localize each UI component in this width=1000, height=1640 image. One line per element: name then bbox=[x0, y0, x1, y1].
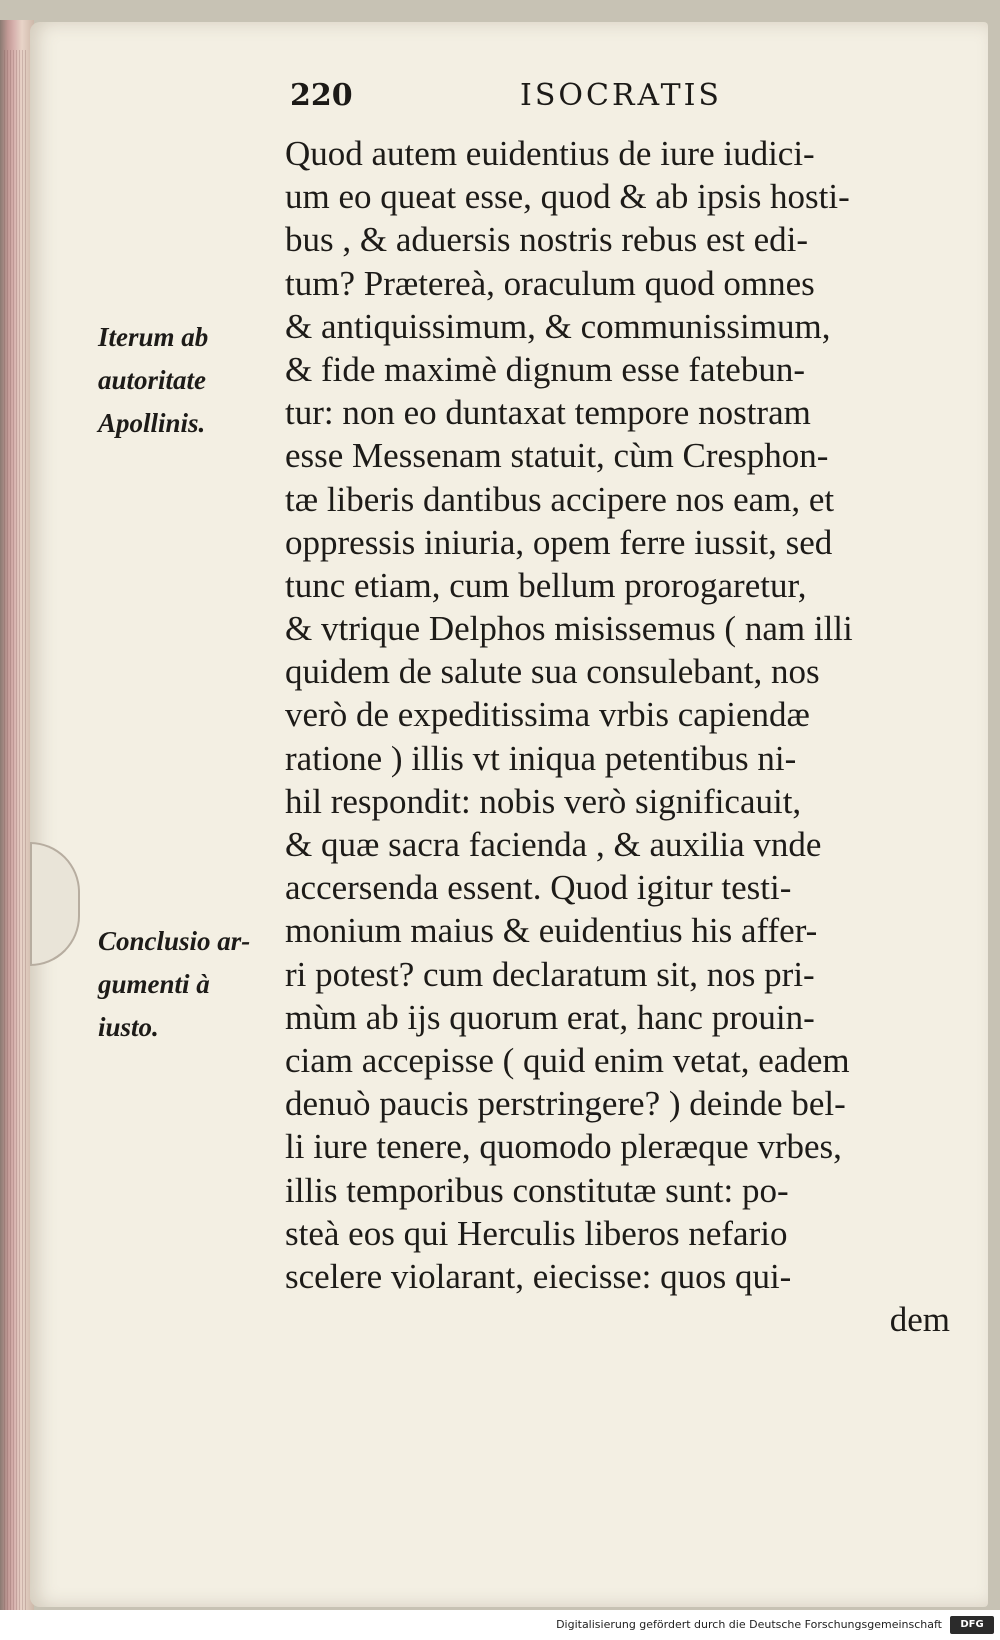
text-line: esse Messenam statuit, cùm Cresphon- bbox=[285, 436, 829, 476]
text-line: verò de expeditissima vrbis capiendæ bbox=[285, 695, 810, 735]
text-line: & antiquissimum, & communissimum, bbox=[285, 306, 831, 346]
text-line: Quod autem euidentius de iure iudici- bbox=[285, 134, 815, 173]
text-line: tum? Prætereà, oraculum quod omnes bbox=[285, 263, 815, 303]
main-text-block bbox=[285, 132, 950, 1341]
running-head: ISOCRATIS bbox=[520, 78, 722, 113]
thumb-index-tab bbox=[30, 842, 80, 966]
text-line: denuò paucis perstringere? ) deinde bel- bbox=[285, 1084, 846, 1124]
text-line: & fide maximè dignum esse fatebun- bbox=[285, 349, 805, 389]
text-line: oppressis iniuria, opem ferre iussit, sed bbox=[285, 522, 833, 562]
text-line: tur: non eo duntaxat tempore nostram bbox=[285, 393, 811, 433]
text-line: scelere violarant, eiecisse: quos qui- bbox=[285, 1256, 792, 1296]
text-line: illis temporibus constitutæ sunt: po- bbox=[285, 1170, 789, 1210]
page-header bbox=[290, 78, 950, 118]
margin-note-line: Apollinis. bbox=[98, 408, 206, 438]
page-number: 220 bbox=[290, 78, 353, 113]
funding-credit: Digitalisierung gefördert durch die Deutsche Forschungsgemeinschaft bbox=[556, 1618, 942, 1631]
text-line: & quæ sacra facienda , & auxilia vnde bbox=[285, 825, 822, 864]
text-line: monium maius & euidentius his affer- bbox=[285, 911, 818, 951]
text-line: mùm ab ijs quorum erat, hanc prouin- bbox=[285, 997, 815, 1037]
text-line: tæ liberis dantibus accipere nos eam, et bbox=[285, 479, 835, 519]
margin-note-line: autoritate bbox=[98, 365, 207, 395]
book-page-edges bbox=[0, 20, 34, 1610]
margin-note-line: Iterum ab bbox=[98, 322, 209, 352]
catchword: dem bbox=[889, 1300, 950, 1340]
text-line: ratione ) illis vt iniqua petentibus ni- bbox=[285, 738, 797, 778]
margin-note-line: iusto. bbox=[98, 1012, 159, 1042]
text-line: ciam accepisse ( quid enim vetat, eadem bbox=[285, 1040, 850, 1080]
dfg-logo: DFG bbox=[950, 1616, 994, 1634]
margin-note-line: Conclusio ar- bbox=[98, 926, 251, 956]
text-line: tunc etiam, cum bellum prorogaretur, bbox=[285, 565, 807, 605]
text-line: um eo queat esse, quod & ab ipsis hosti- bbox=[285, 177, 850, 217]
text-line: quidem de salute sua consulebant, nos bbox=[285, 652, 820, 692]
text-line: steà eos qui Herculis liberos nefario bbox=[285, 1213, 788, 1253]
margin-note-line: gumenti à bbox=[98, 969, 210, 999]
text-line: ri potest? cum declaratum sit, nos pri- bbox=[285, 954, 815, 994]
digitization-footer bbox=[0, 1610, 1000, 1640]
page-edge-lines bbox=[4, 50, 28, 1610]
text-line: hil respondit: nobis verò significauit, bbox=[285, 781, 802, 821]
text-line: & vtrique Delphos misissemus ( nam illi bbox=[285, 609, 853, 649]
margin-note-apollo bbox=[98, 316, 268, 445]
text-line: bus , & aduersis nostris rebus est edi- bbox=[285, 220, 808, 260]
text-line: li iure tenere, quomodo pleræque vrbes, bbox=[285, 1127, 842, 1167]
margin-note-conclusion bbox=[98, 920, 268, 1049]
text-line: accersenda essent. Quod igitur testi- bbox=[285, 868, 792, 908]
